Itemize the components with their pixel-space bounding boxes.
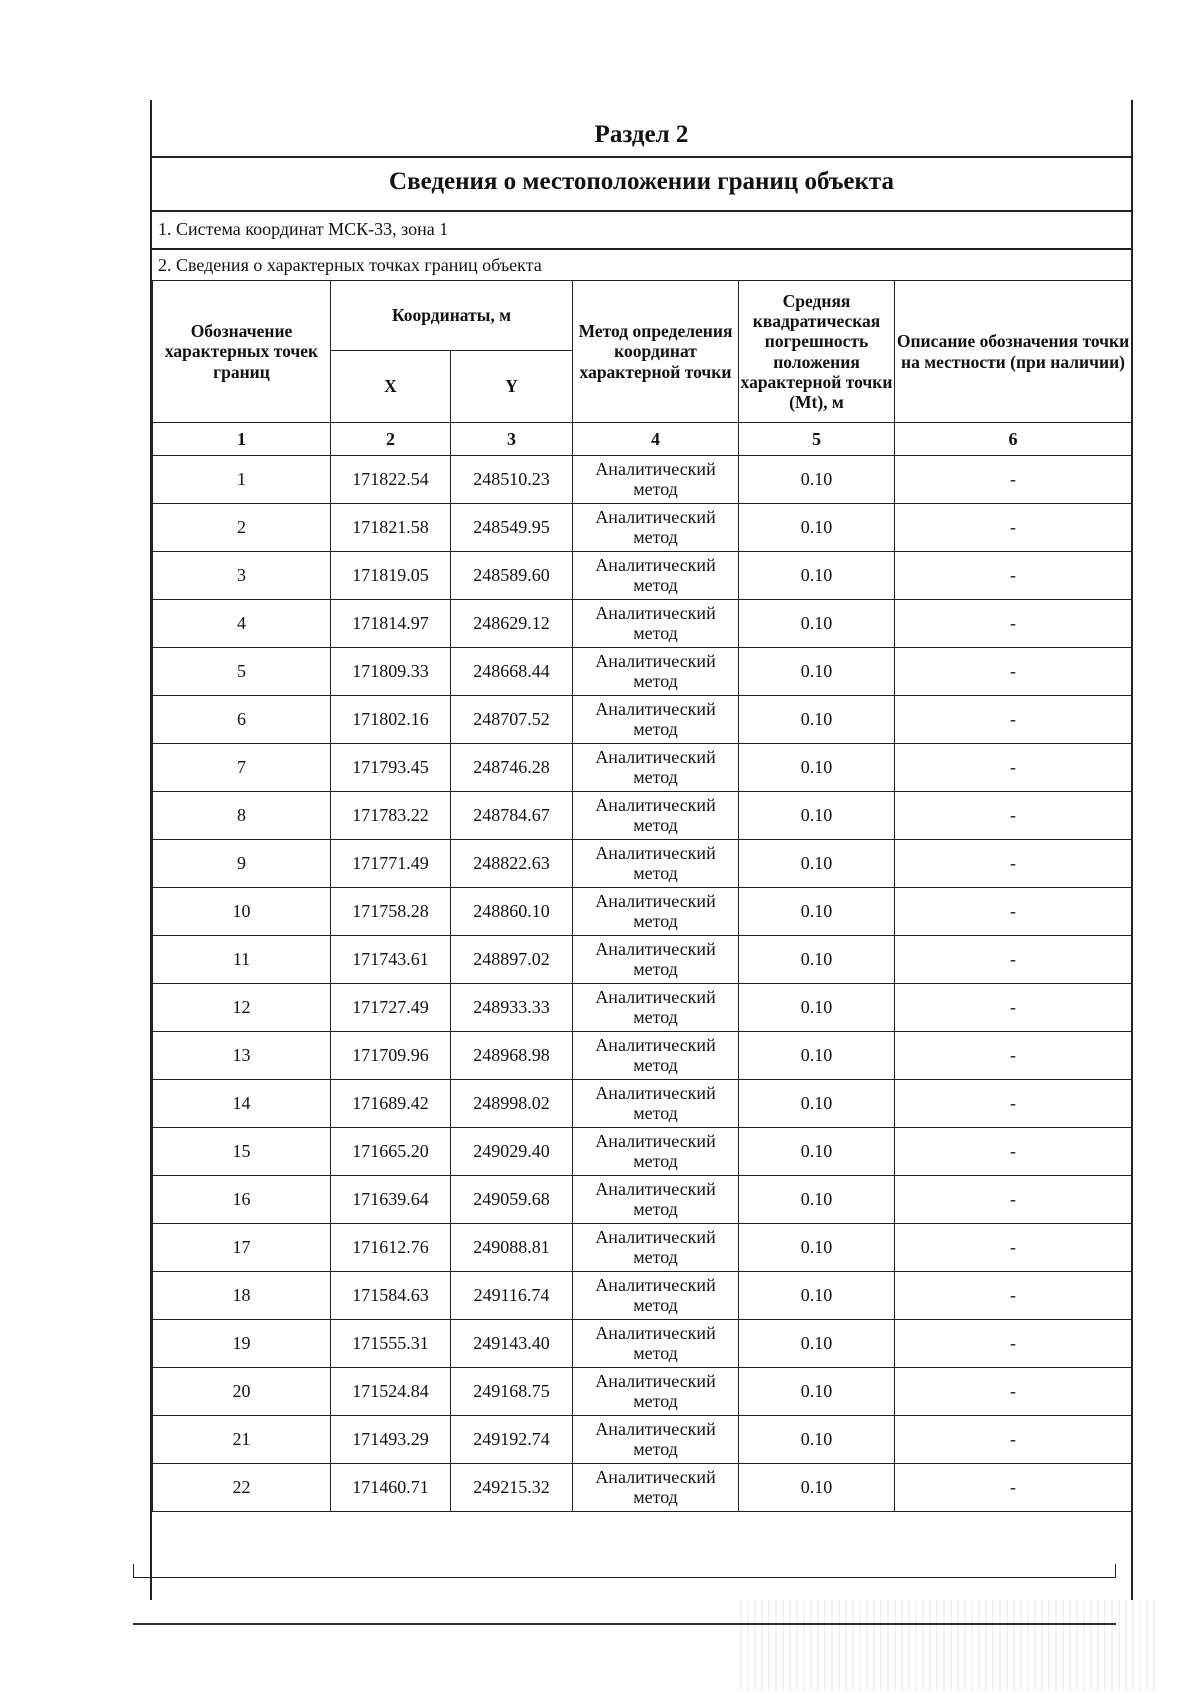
error-cell: 0.10 (739, 1032, 895, 1080)
table-row (153, 840, 1132, 888)
error-cell: 0.10 (739, 1224, 895, 1272)
method-cell: Аналитический метод (573, 744, 739, 792)
x-cell: 171802.16 (331, 696, 451, 744)
description-cell: - (895, 1176, 1132, 1224)
header-y: Y (451, 351, 573, 423)
table-row (153, 456, 1132, 504)
method-cell: Аналитический метод (573, 792, 739, 840)
section-subtitle: Сведения о местоположении границ объекта (389, 168, 894, 195)
error-cell: 0.10 (739, 1128, 895, 1176)
point-number-cell: 14 (153, 1080, 331, 1128)
scan-noise (740, 1600, 1160, 1690)
table-row (153, 600, 1132, 648)
table-row (153, 1224, 1132, 1272)
header-x: X (331, 351, 451, 423)
column-number: 4 (573, 423, 739, 456)
point-number-cell: 19 (153, 1320, 331, 1368)
x-cell: 171758.28 (331, 888, 451, 936)
error-cell: 0.10 (739, 1272, 895, 1320)
error-cell: 0.10 (739, 648, 895, 696)
method-cell: Аналитический метод (573, 1320, 739, 1368)
y-cell: 249088.81 (451, 1224, 573, 1272)
point-number-cell: 7 (153, 744, 331, 792)
point-number-cell: 12 (153, 984, 331, 1032)
method-cell: Аналитический метод (573, 1272, 739, 1320)
method-cell: Аналитический метод (573, 1224, 739, 1272)
table-row (153, 888, 1132, 936)
method-cell: Аналитический метод (573, 696, 739, 744)
description-cell: - (895, 552, 1132, 600)
x-cell: 171821.58 (331, 504, 451, 552)
method-cell: Аналитический метод (573, 888, 739, 936)
x-cell: 171727.49 (331, 984, 451, 1032)
table-row (153, 1272, 1132, 1320)
point-number-cell: 22 (153, 1464, 331, 1512)
error-cell: 0.10 (739, 552, 895, 600)
method-cell: Аналитический метод (573, 1176, 739, 1224)
x-cell: 171783.22 (331, 792, 451, 840)
x-cell: 171555.31 (331, 1320, 451, 1368)
y-cell: 248707.52 (451, 696, 573, 744)
error-cell: 0.10 (739, 1080, 895, 1128)
x-cell: 171809.33 (331, 648, 451, 696)
error-cell: 0.10 (739, 792, 895, 840)
x-cell: 171771.49 (331, 840, 451, 888)
column-number: 6 (895, 423, 1132, 456)
method-cell: Аналитический метод (573, 1032, 739, 1080)
point-number-cell: 17 (153, 1224, 331, 1272)
y-cell: 249215.32 (451, 1464, 573, 1512)
coordinate-system-line: 1. Система координат МСК-33, зона 1 (158, 219, 449, 239)
error-cell: 0.10 (739, 744, 895, 792)
error-cell: 0.10 (739, 456, 895, 504)
table-row (153, 648, 1132, 696)
x-cell: 171493.29 (331, 1416, 451, 1464)
x-cell: 171793.45 (331, 744, 451, 792)
y-cell: 248860.10 (451, 888, 573, 936)
description-cell: - (895, 936, 1132, 984)
column-number: 2 (331, 423, 451, 456)
point-number-cell: 21 (153, 1416, 331, 1464)
point-number-cell: 3 (153, 552, 331, 600)
method-cell: Аналитический метод (573, 1128, 739, 1176)
method-cell: Аналитический метод (573, 552, 739, 600)
description-cell: - (895, 1320, 1132, 1368)
method-cell: Аналитический метод (573, 456, 739, 504)
point-number-cell: 9 (153, 840, 331, 888)
y-cell: 249192.74 (451, 1416, 573, 1464)
y-cell: 248629.12 (451, 600, 573, 648)
x-cell: 171460.71 (331, 1464, 451, 1512)
point-number-cell: 4 (153, 600, 331, 648)
error-cell: 0.10 (739, 1176, 895, 1224)
table-footer (133, 1564, 1116, 1578)
point-number-cell: 10 (153, 888, 331, 936)
point-number-cell: 11 (153, 936, 331, 984)
description-cell: - (895, 696, 1132, 744)
y-cell: 248822.63 (451, 840, 573, 888)
x-cell: 171689.42 (331, 1080, 451, 1128)
error-cell: 0.10 (739, 888, 895, 936)
point-number-cell: 16 (153, 1176, 331, 1224)
y-cell: 248933.33 (451, 984, 573, 1032)
table-row (153, 504, 1132, 552)
error-cell: 0.10 (739, 984, 895, 1032)
x-cell: 171819.05 (331, 552, 451, 600)
y-cell: 249116.74 (451, 1272, 573, 1320)
description-cell: - (895, 1464, 1132, 1512)
table-row (153, 1128, 1132, 1176)
header-coordinates: Координаты, м (331, 281, 573, 351)
column-number: 5 (739, 423, 895, 456)
method-cell: Аналитический метод (573, 1080, 739, 1128)
table-row (153, 936, 1132, 984)
method-cell: Аналитический метод (573, 1416, 739, 1464)
table-row (153, 1320, 1132, 1368)
table-row (153, 984, 1132, 1032)
error-cell: 0.10 (739, 1368, 895, 1416)
point-number-cell: 1 (153, 456, 331, 504)
column-numbers-row (153, 423, 1132, 456)
y-cell: 248746.28 (451, 744, 573, 792)
error-cell: 0.10 (739, 600, 895, 648)
description-cell: - (895, 504, 1132, 552)
method-cell: Аналитический метод (573, 504, 739, 552)
description-cell: - (895, 1032, 1132, 1080)
point-number-cell: 20 (153, 1368, 331, 1416)
y-cell: 249059.68 (451, 1176, 573, 1224)
description-cell: - (895, 840, 1132, 888)
x-cell: 171814.97 (331, 600, 451, 648)
error-cell: 0.10 (739, 936, 895, 984)
table-row (153, 1032, 1132, 1080)
point-number-cell: 18 (153, 1272, 331, 1320)
error-cell: 0.10 (739, 1464, 895, 1512)
y-cell: 249168.75 (451, 1368, 573, 1416)
divider (152, 210, 1131, 212)
table-row (153, 744, 1132, 792)
description-cell: - (895, 888, 1132, 936)
section-title: Раздел 2 (594, 121, 689, 148)
table-row (153, 1080, 1132, 1128)
method-cell: Аналитический метод (573, 648, 739, 696)
description-cell: - (895, 1080, 1132, 1128)
table-row (153, 1416, 1132, 1464)
y-cell: 249143.40 (451, 1320, 573, 1368)
point-number-cell: 5 (153, 648, 331, 696)
document-sheet (150, 100, 1133, 1600)
header-description: Описание обозначения точки на местности (при наличии) (895, 281, 1132, 423)
error-cell: 0.10 (739, 1416, 895, 1464)
boundary-points-table (152, 280, 1132, 1512)
method-cell: Аналитический метод (573, 600, 739, 648)
error-cell: 0.10 (739, 504, 895, 552)
points-caption: 2. Сведения о характерных точках границ объекта (158, 255, 542, 275)
method-cell: Аналитический метод (573, 984, 739, 1032)
column-number: 1 (153, 423, 331, 456)
table-row (153, 552, 1132, 600)
x-cell: 171612.76 (331, 1224, 451, 1272)
table-row (153, 1464, 1132, 1512)
description-cell: - (895, 792, 1132, 840)
x-cell: 171709.96 (331, 1032, 451, 1080)
point-number-cell: 15 (153, 1128, 331, 1176)
point-number-cell: 6 (153, 696, 331, 744)
y-cell: 248784.67 (451, 792, 573, 840)
point-number-cell: 8 (153, 792, 331, 840)
y-cell: 249029.40 (451, 1128, 573, 1176)
point-number-cell: 13 (153, 1032, 331, 1080)
error-cell: 0.10 (739, 696, 895, 744)
method-cell: Аналитический метод (573, 936, 739, 984)
description-cell: - (895, 600, 1132, 648)
x-cell: 171822.54 (331, 456, 451, 504)
method-cell: Аналитический метод (573, 840, 739, 888)
method-cell: Аналитический метод (573, 1464, 739, 1512)
header-method: Метод определения координат характерной точки (573, 281, 739, 423)
x-cell: 171584.63 (331, 1272, 451, 1320)
x-cell: 171743.61 (331, 936, 451, 984)
table-row (153, 792, 1132, 840)
description-cell: - (895, 984, 1132, 1032)
y-cell: 248510.23 (451, 456, 573, 504)
y-cell: 248968.98 (451, 1032, 573, 1080)
description-cell: - (895, 1224, 1132, 1272)
y-cell: 248998.02 (451, 1080, 573, 1128)
description-cell: - (895, 1416, 1132, 1464)
y-cell: 248589.60 (451, 552, 573, 600)
description-cell: - (895, 1272, 1132, 1320)
table-row (153, 1176, 1132, 1224)
method-cell: Аналитический метод (573, 1368, 739, 1416)
error-cell: 0.10 (739, 840, 895, 888)
description-cell: - (895, 744, 1132, 792)
description-cell: - (895, 1128, 1132, 1176)
description-cell: - (895, 1368, 1132, 1416)
y-cell: 248668.44 (451, 648, 573, 696)
x-cell: 171665.20 (331, 1128, 451, 1176)
x-cell: 171524.84 (331, 1368, 451, 1416)
x-cell: 171639.64 (331, 1176, 451, 1224)
error-cell: 0.10 (739, 1320, 895, 1368)
column-number: 3 (451, 423, 573, 456)
table-row (153, 1368, 1132, 1416)
header-point: Обозначение характерных точек границ (153, 281, 331, 423)
description-cell: - (895, 456, 1132, 504)
description-cell: - (895, 648, 1132, 696)
point-number-cell: 2 (153, 504, 331, 552)
y-cell: 248549.95 (451, 504, 573, 552)
table-row (153, 696, 1132, 744)
header-error: Средняя квадратическая погрешность положения характерной точки (Mt), м (739, 281, 895, 423)
y-cell: 248897.02 (451, 936, 573, 984)
